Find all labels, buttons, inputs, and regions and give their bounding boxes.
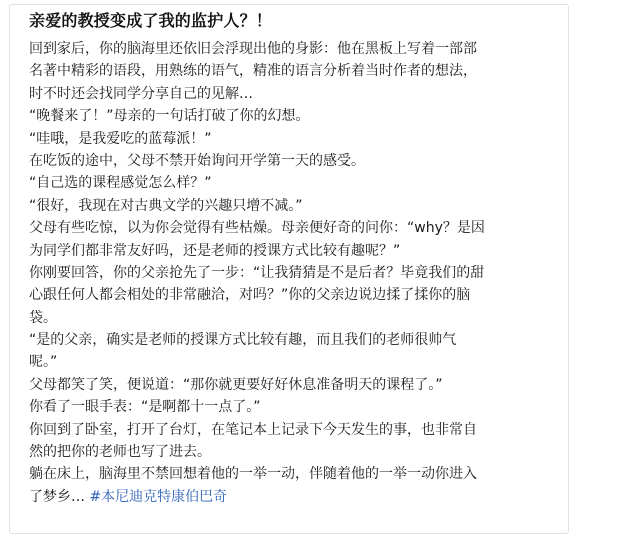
post-line: 时不时还会找同学分享自己的见解… <box>29 85 253 102</box>
post-line: 你回到了卧室，打开了台灯，在笔记本上记录下今天发生的事，也非常自 <box>29 421 477 438</box>
post-line: 在吃饭的途中，父母不禁开始询问开学第一天的感受。 <box>29 152 365 169</box>
post-line: 心跟任何人都会相处的非常融洽，对吗？”你的父亲边说边揉了揉你的脑 <box>29 287 471 304</box>
post-line: 你看了一眼手表：“是啊都十一点了。” <box>29 399 261 416</box>
post-line: 呢。” <box>29 354 58 371</box>
post-last-line-text: 了梦乡… <box>29 488 85 505</box>
post-line: “是的父亲，确实是老师的授课方式比较有趣，而且我们的老师很帅气 <box>29 332 457 349</box>
post-body <box>29 38 529 508</box>
post-title: 亲爱的教授变成了我的监护人？！ <box>29 11 273 30</box>
post-line: “自己选的课程感觉怎么样？” <box>29 175 212 192</box>
post-line: “晚餐来了！”母亲的一句话打破了你的幻想。 <box>29 108 310 125</box>
post-last-line <box>29 486 529 508</box>
post-line: 为同学们都非常友好吗，还是老师的授课方式比较有趣呢？” <box>29 242 401 259</box>
post-line: 回到家后，你的脑海里还依旧会浮现出他的身影：他在黑板上写着一部部 <box>29 41 477 57</box>
post-line: 袋。 <box>29 309 57 326</box>
hashtag-link[interactable]: #本尼迪克特康伯巴奇 <box>89 488 228 505</box>
post-line: 父母有些吃惊，以为你会觉得有些枯燥。母亲便好奇的问你：“why？是因 <box>29 220 485 237</box>
post-line: “哇哦，是我爱吃的蓝莓派！” <box>29 130 212 147</box>
post-line: 名著中精彩的语段，用熟练的语气，精准的语言分析着当时作者的想法， <box>29 63 477 80</box>
post-line: 父母都笑了笑，便说道：“那你就更要好好休息准备明天的课程了。” <box>29 376 443 393</box>
post-line: 你刚要回答，你的父亲抢先了一步：“让我猜猜是不是后者？毕竟我们的甜 <box>29 264 485 281</box>
post-line: 躺在床上，脑海里不禁回想着他的一举一动，伴随着他的一举一动你进入 <box>29 466 477 483</box>
post-line: “很好，我现在对古典文学的兴趣只增不减。” <box>29 197 303 214</box>
post-line: 然的把你的老师也写了进去。 <box>29 444 211 461</box>
